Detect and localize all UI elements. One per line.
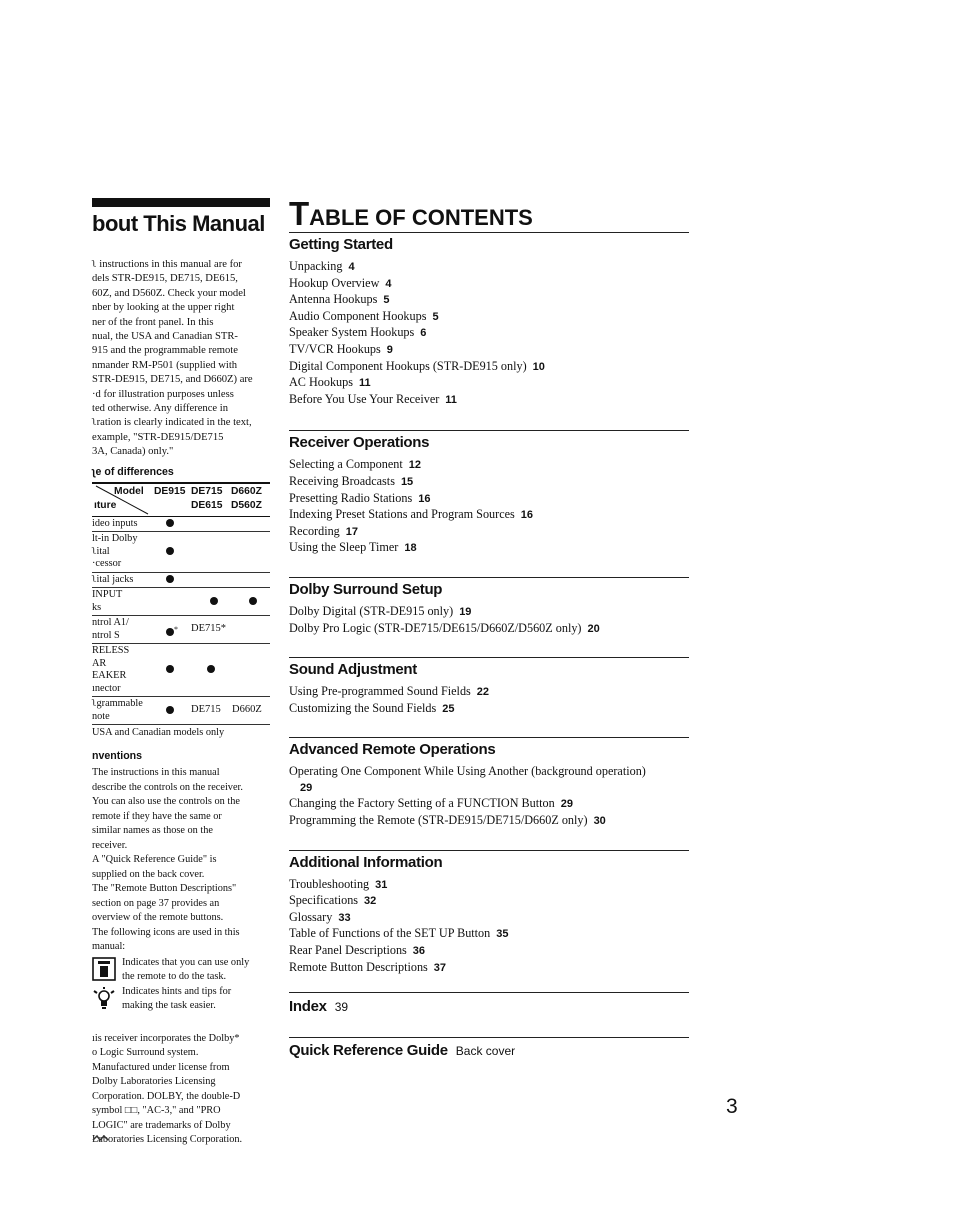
- toc-entry-page: 29: [300, 781, 313, 794]
- toc-entry-title: Using Pre-programmed Sound Fields: [289, 684, 471, 699]
- conventions-line: The "Remote Button Descriptions": [92, 883, 237, 895]
- conventions-paragraph: [92, 766, 272, 955]
- table-dot-mark: [166, 547, 174, 555]
- conventions-line: describe the controls on the receiver.: [92, 781, 243, 793]
- toc-entry-page: 22: [476, 686, 490, 699]
- feature-line: ʅgrammable: [92, 698, 143, 710]
- toc-entry-page: 25: [442, 702, 455, 715]
- toc-entry[interactable]: [289, 926, 689, 943]
- intro-line: ·d for illustration purposes unless: [92, 388, 234, 400]
- feature-line: RELESS: [92, 645, 130, 657]
- toc-entry-title: Glossary: [289, 909, 333, 924]
- quick-ref-rule: [289, 1037, 689, 1038]
- toc-entry-title: Specifications: [289, 893, 359, 908]
- table-body: [92, 517, 270, 726]
- toc-entry[interactable]: [289, 276, 689, 293]
- conventions-line: overview of the remote buttons.: [92, 912, 224, 924]
- table-dot: [166, 706, 174, 717]
- table-row: [92, 644, 270, 697]
- section-heading[interactable]: Additional Information: [289, 853, 443, 871]
- section-rule: [289, 657, 689, 658]
- table-row: [92, 616, 270, 644]
- table-dot: [166, 625, 178, 640]
- toc-entry[interactable]: [289, 359, 689, 376]
- page-number: 3: [726, 1095, 738, 1118]
- index-heading[interactable]: [289, 998, 689, 1016]
- dolby-line: Corporation. DOLBY, the double-D: [92, 1090, 241, 1102]
- table-row: [92, 532, 270, 573]
- section-entries: [289, 457, 689, 557]
- table-dot-mark: [207, 665, 215, 673]
- table-dot-mark: [249, 597, 257, 605]
- table-dot-asterisk: *: [174, 624, 178, 634]
- toc-entry-page: 15: [400, 475, 414, 488]
- toc-entry[interactable]: [289, 960, 689, 977]
- section-entries: [289, 259, 689, 408]
- footer-scribble-mark: [92, 1134, 112, 1142]
- table-cell-text: DE715*: [191, 622, 226, 634]
- toc-entry-page: 35: [496, 928, 509, 941]
- table-row-feature: [92, 697, 162, 724]
- about-manual-title: bout This Manual: [92, 211, 265, 236]
- hint-icon-note: [92, 985, 272, 1014]
- table-dot-mark: [166, 665, 174, 673]
- quick-ref-label: Quick Reference Guide: [289, 1042, 448, 1060]
- left-column: [92, 198, 272, 1148]
- intro-paragraph: [92, 258, 272, 460]
- toc-entry-page: 16: [418, 492, 431, 505]
- toc-entry-title: Rear Panel Descriptions: [289, 943, 407, 958]
- toc-entry-title: TV/VCR Hookups: [289, 341, 381, 356]
- table-dot: [166, 519, 174, 530]
- toc-entry[interactable]: [289, 813, 689, 830]
- toc-entry[interactable]: [289, 893, 689, 910]
- toc-entry[interactable]: [289, 524, 689, 541]
- toc-entry[interactable]: [289, 604, 689, 621]
- table-dot: [166, 665, 174, 676]
- intro-line: dels STR-DE915, DE715, DE615,: [92, 273, 238, 285]
- toc-entry-title: Speaker System Hookups: [289, 325, 415, 340]
- quick-ref-heading[interactable]: [289, 1042, 689, 1060]
- conventions-line: The instructions in this manual: [92, 767, 220, 779]
- toc-entry-title: Troubleshooting: [289, 876, 370, 891]
- toc-entry-title: Using the Sleep Timer: [289, 540, 399, 555]
- intro-line: STR-DE915, DE715, and D660Z) are: [92, 374, 253, 386]
- table-dot: [249, 597, 257, 608]
- toc-entry[interactable]: [289, 491, 689, 508]
- hint-icon-line-2: making the task easier.: [122, 1000, 216, 1012]
- section-rule: [289, 430, 689, 431]
- hint-lightbulb-icon: [92, 986, 116, 1018]
- toc-entry-title: Antenna Hookups: [289, 292, 378, 307]
- differences-table-title: ʅe of differences: [92, 465, 174, 478]
- feature-line: INPUT: [92, 589, 123, 601]
- conventions-line: receiver.: [92, 839, 128, 851]
- toc-entry-title: Remote Button Descriptions: [289, 959, 428, 974]
- quick-ref-page: Back cover: [455, 1044, 516, 1059]
- table-row-feature: [92, 517, 162, 532]
- feature-line: ʅital: [92, 545, 110, 557]
- toc-entry-page: 10: [532, 360, 545, 373]
- toc-entry-page: 5: [432, 310, 439, 323]
- toc-entry-title: Unpacking: [289, 259, 343, 273]
- toc-entry-title: Selecting a Component: [289, 457, 403, 472]
- toc-entry-title: Recording: [289, 523, 340, 538]
- feature-line: lt-in Dolby: [92, 533, 138, 545]
- section-heading[interactable]: Receiver Operations: [289, 434, 430, 452]
- remote-icon-note: [92, 956, 272, 985]
- feature-line: ʅital jacks: [92, 573, 134, 585]
- section-entries: [289, 764, 689, 829]
- table-row-feature: [92, 573, 162, 588]
- toc-entry[interactable]: [289, 342, 689, 359]
- table-dot: [166, 575, 174, 586]
- intro-line: example, "STR-DE915/DE715: [92, 431, 224, 443]
- header-model: Model: [114, 485, 144, 497]
- feature-line: AR: [92, 657, 107, 669]
- section-rule: [289, 577, 689, 578]
- toc-entry[interactable]: [289, 877, 689, 894]
- toc-entry-title: Before You Use Your Receiver: [289, 391, 440, 406]
- section-heading[interactable]: Advanced Remote Operations: [289, 741, 496, 759]
- table-dot-mark: [166, 628, 174, 636]
- table-of-contents: [289, 196, 689, 1060]
- feature-line: ntrol A1/: [92, 617, 129, 629]
- toc-entry-page: 11: [359, 377, 371, 390]
- toc-entry-page: 17: [345, 525, 359, 538]
- toc-entry-page: 32: [364, 895, 377, 908]
- dolby-line: symbol □□, "AC-3," and "PRO: [92, 1105, 221, 1117]
- index-page: 39: [334, 1000, 349, 1015]
- toc-entry[interactable]: [289, 780, 689, 797]
- header-col-d560z: D560Z: [231, 499, 262, 511]
- toc-entry[interactable]: [289, 684, 689, 701]
- toc-entry-page: 6: [420, 327, 427, 340]
- dolby-line: Laboratories Licensing Corporation.: [92, 1134, 243, 1146]
- conventions-line: You can also use the controls on the: [92, 796, 240, 808]
- differences-table: [92, 482, 270, 726]
- table-row-feature: [92, 532, 162, 572]
- toc-entry-page: 9: [386, 343, 393, 356]
- table-cell-text: D660Z: [232, 703, 262, 715]
- toc-entry-title: Changing the Factory Setting of a FUNCTION Button: [289, 796, 555, 811]
- toc-entry[interactable]: [289, 764, 689, 780]
- toc-entry-title: Indexing Preset Stations and Program Sources: [289, 507, 515, 522]
- toc-entry-page: 29: [560, 798, 573, 811]
- header-col-d660z: D660Z: [231, 485, 262, 497]
- toc-entry-page: 33: [338, 911, 351, 924]
- dolby-line: ıis receiver incorporates the Dolby*: [92, 1032, 240, 1044]
- table-row-feature: [92, 644, 162, 696]
- toc-title-initial: T: [289, 195, 310, 232]
- section-entries: [289, 684, 689, 717]
- toc-entry-title: Dolby Pro Logic (STR-DE715/DE615/D660Z/D560Z only): [289, 620, 582, 635]
- toc-entry[interactable]: [289, 796, 689, 813]
- table-row: [92, 697, 270, 725]
- feature-line: ntrol S: [92, 629, 120, 641]
- header-col-de715: DE715: [191, 485, 223, 497]
- toc-entry-page: 4: [385, 277, 392, 290]
- table-dot: [166, 547, 174, 558]
- table-cell-text: DE715: [191, 703, 221, 715]
- conventions-line: similar names as those on the: [92, 825, 213, 837]
- intro-line: 60Z, and D560Z. Check your model: [92, 287, 246, 299]
- toc-entry[interactable]: [289, 474, 689, 491]
- header-feature: ıture: [94, 499, 117, 511]
- toc-entry[interactable]: [289, 325, 689, 342]
- conventions-line: manual:: [92, 941, 126, 953]
- feature-line: ınector: [92, 682, 121, 694]
- remote-only-icon: [92, 957, 116, 987]
- table-dot-mark: [166, 706, 174, 714]
- dolby-line: LOGIC" are trademarks of Dolby: [92, 1119, 231, 1131]
- section-entries: [289, 877, 689, 977]
- toc-entry-page: 20: [587, 622, 600, 635]
- table-footnote: USA and Canadian models only: [92, 727, 225, 739]
- conventions-line: The following icons are used in this: [92, 926, 240, 938]
- intro-line: nmander RM-P501 (supplied with: [92, 359, 238, 371]
- section-rule: [289, 232, 689, 233]
- toc-entry-page: 12: [408, 459, 421, 472]
- remote-icon-line-1: Indicates that you can use only: [122, 956, 250, 968]
- toc-entry[interactable]: [289, 943, 689, 960]
- header-col-de615: DE615: [191, 499, 223, 511]
- header-col-de915: DE915: [154, 485, 186, 497]
- toc-entry-page: 16: [520, 509, 534, 522]
- toc-entry[interactable]: [289, 507, 689, 524]
- dolby-line: Dolby Laboratories Licensing: [92, 1076, 216, 1088]
- table-header: [92, 484, 270, 517]
- toc-entry[interactable]: [289, 910, 689, 927]
- table-row: [92, 588, 270, 616]
- table-dot-mark: [166, 575, 174, 583]
- conventions-title: nventions: [92, 750, 143, 763]
- toc-entry-page: 5: [383, 294, 390, 307]
- feature-line: note: [92, 710, 110, 722]
- table-dot: [207, 665, 215, 676]
- toc-entry-title: Table of Functions of the SET UP Button: [289, 926, 491, 941]
- section-rule: [289, 850, 689, 851]
- toc-entry-title: Receiving Broadcasts: [289, 473, 395, 488]
- table-dot-mark: [166, 519, 174, 527]
- table-row-feature: [92, 588, 162, 615]
- dolby-trademark-paragraph: [92, 1032, 272, 1148]
- toc-entry-title: Presetting Radio Stations: [289, 490, 413, 505]
- table-dot-mark: [210, 597, 218, 605]
- intro-line: 915 and the programmable remote: [92, 345, 238, 357]
- feature-line: ks: [92, 601, 102, 613]
- toc-entry-page: 31: [375, 878, 388, 891]
- intro-line: ʅration is clearly indicated in the text,: [92, 417, 252, 429]
- toc-entry[interactable]: [289, 259, 689, 276]
- toc-entry-title: Customizing the Sound Fields: [289, 700, 437, 715]
- table-dot: [210, 597, 218, 608]
- toc-entry-title: Hookup Overview: [289, 275, 380, 290]
- feature-line: EAKER: [92, 670, 127, 682]
- toc-entry[interactable]: [289, 457, 689, 474]
- toc-entry[interactable]: [289, 292, 689, 309]
- toc-entry-title: AC Hookups: [289, 375, 353, 390]
- intro-line: ner of the front panel. In this: [92, 316, 214, 328]
- toc-sections: [289, 232, 689, 976]
- hint-icon-line-1: Indicates hints and tips for: [122, 985, 232, 997]
- conventions-line: A "Quick Reference Guide" is: [92, 854, 217, 866]
- toc-entry-title: Audio Component Hookups: [289, 308, 427, 323]
- title-bar-rule: [92, 198, 270, 207]
- toc-entry-page: 19: [459, 605, 472, 618]
- toc-entry[interactable]: [289, 392, 689, 409]
- toc-entry-page: 36: [412, 945, 426, 958]
- intro-line: 3A, Canada) only.": [92, 446, 174, 458]
- toc-entry-title: Operating One Component While Using Another (background operation): [289, 764, 646, 779]
- feature-line: ·cessor: [92, 558, 122, 570]
- remote-icon-line-2: the remote to do the task.: [122, 971, 227, 983]
- toc-entry-title: Dolby Digital (STR-DE915 only): [289, 603, 454, 618]
- toc-entry-title: Digital Component Hookups (STR-DE915 only): [289, 358, 527, 373]
- toc-entry[interactable]: [289, 701, 689, 718]
- toc-entry-page: 11: [445, 393, 457, 406]
- toc-entry[interactable]: [289, 309, 689, 326]
- section-heading[interactable]: Getting Started: [289, 236, 393, 253]
- toc-entry-page: 18: [404, 542, 417, 555]
- section-entries: [289, 604, 689, 637]
- index-label: Index: [289, 998, 327, 1016]
- toc-entry-page: 4: [348, 261, 355, 273]
- conventions-line: supplied on the back cover.: [92, 868, 205, 880]
- toc-entry-page: 30: [593, 815, 606, 828]
- toc-title: [289, 196, 689, 232]
- toc-entry-title: Programming the Remote (STR-DE915/DE715/D660Z only): [289, 813, 588, 828]
- index-rule: [289, 992, 689, 993]
- toc-entry[interactable]: [289, 540, 689, 557]
- toc-title-rest: ABLE OF CONTENTS: [309, 205, 533, 230]
- section-rule: [289, 737, 689, 738]
- section-heading[interactable]: Dolby Surround Setup: [289, 580, 443, 598]
- intro-line: ʅ instructions in this manual are for: [92, 259, 242, 270]
- feature-line: ideo inputs: [92, 517, 138, 529]
- conventions-line: remote if they have the same or: [92, 810, 222, 822]
- dolby-line: Manufactured under license from: [92, 1061, 230, 1073]
- table-row: [92, 573, 270, 589]
- toc-entry-page: 37: [433, 961, 447, 974]
- toc-entry[interactable]: [289, 375, 689, 392]
- section-heading[interactable]: Sound Adjustment: [289, 661, 417, 679]
- dolby-line: o Logic Surround system.: [92, 1047, 199, 1059]
- table-row-feature: [92, 616, 162, 643]
- intro-line: nual, the USA and Canadian STR-: [92, 331, 238, 343]
- intro-line: nber by looking at the upper right: [92, 302, 235, 314]
- toc-entry[interactable]: [289, 621, 689, 638]
- table-row: [92, 517, 270, 533]
- conventions-line: section on page 37 provides an: [92, 897, 220, 909]
- intro-line: ted otherwise. Any difference in: [92, 403, 229, 415]
